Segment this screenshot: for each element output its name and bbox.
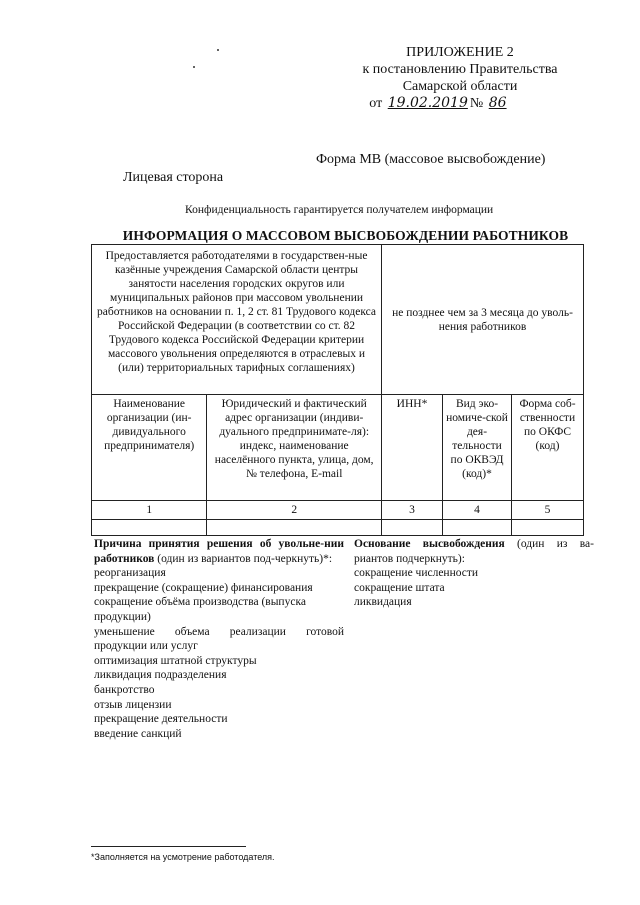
reason-item[interactable]: прекращение деятельности xyxy=(94,713,228,726)
annex-region-line: Самарской области xyxy=(402,79,518,94)
number-prefix: № xyxy=(469,96,484,111)
annex-resolution-line: к постановлению Правительства xyxy=(362,62,558,77)
col-number: 1 xyxy=(92,501,207,520)
face-side-label: Лицевая сторона xyxy=(123,170,224,185)
data-cell-okfs[interactable] xyxy=(512,520,584,536)
basis-item[interactable]: сокращение штата xyxy=(354,581,445,594)
basis-section xyxy=(354,537,594,610)
deadline-text: не позднее чем за 3 месяца до уволь-нения работников xyxy=(392,306,573,333)
col-header-name: Наименование организации (ин-дивидуального предпринимателя) xyxy=(92,395,207,501)
reason-item[interactable]: банкротство xyxy=(94,683,155,696)
handwritten-date: 19.02.2019 xyxy=(387,95,468,111)
col-number: 3 xyxy=(382,501,443,520)
col-number: 2 xyxy=(207,501,382,520)
scan-speck xyxy=(217,49,219,51)
col-header-okved: Вид эко-номиче-ской дея-тельности по ОКВЭД (код)* xyxy=(443,395,512,501)
reason-section xyxy=(94,537,344,741)
submission-rules-text: Предоставляется работодателями в государствен-ные казённые учреждения Самарской области центры занятости населения городских округов или муниципальных районов при массовом увольнении работников на основании п. 1, 2 ст. 81 Трудового кодекса Российской Федерации (в соответствии со ст. 82 Трудового кодекса Российской Федерации критерии массового увольнения определяются в отраслевых и (или) территориальных тарифных соглашениях) xyxy=(96,250,376,374)
data-cell-name[interactable] xyxy=(92,520,207,536)
col-header-inn: ИНН* xyxy=(382,395,443,501)
handwritten-number: 86 xyxy=(488,95,507,111)
reason-item[interactable]: сокращение объёма производства (выпуска продукции) xyxy=(94,596,306,623)
reason-heading-bold: Причина принятия решения об увольне-нии работников xyxy=(94,538,344,565)
data-cell-okved[interactable] xyxy=(443,520,512,536)
deadline-cell xyxy=(382,245,584,395)
reason-heading xyxy=(94,537,344,566)
basis-heading-note: (один из ва-риантов подчеркнуть): xyxy=(354,538,594,565)
basis-heading xyxy=(354,537,594,566)
reason-heading-note: (один из вариантов под-черкнуть)*: xyxy=(154,552,333,565)
footnote-divider xyxy=(91,846,246,847)
reason-item[interactable]: введение санкций xyxy=(94,727,182,740)
form-title: Форма МВ (массовое высвобождение) xyxy=(316,152,546,167)
data-cell-address[interactable] xyxy=(207,520,382,536)
basis-item[interactable]: ликвидация xyxy=(354,596,412,609)
reason-item[interactable]: оптимизация штатной структуры xyxy=(94,654,257,667)
confidentiality-note: Конфиденциальность гарантируется получателем информации xyxy=(185,204,494,216)
col-number: 5 xyxy=(512,501,584,520)
submission-rules-cell xyxy=(92,245,382,395)
col-number: 4 xyxy=(443,501,512,520)
reason-item[interactable]: реорганизация xyxy=(94,567,166,580)
data-cell-inn[interactable] xyxy=(382,520,443,536)
col-header-address: Юридический и фактический адрес организации (индиви-дуального предпринимате-ля): индекс, наименование населённого пункта, улица, дом, № телефона, E-mail xyxy=(207,395,382,501)
annex-date-line xyxy=(330,95,590,112)
date-prefix: от xyxy=(369,96,383,111)
info-table xyxy=(91,244,584,536)
reason-item[interactable]: прекращение (сокращение) финансирования xyxy=(94,581,313,594)
scan-speck xyxy=(193,66,195,68)
annex-header xyxy=(330,44,590,112)
reason-item[interactable]: отзыв лицензии xyxy=(94,698,172,711)
col-header-okfs: Форма соб-ственности по ОКФС (код) xyxy=(512,395,584,501)
reason-item[interactable]: ликвидация подразделения xyxy=(94,669,227,682)
basis-heading-bold: Основание высвобождения xyxy=(354,538,505,550)
basis-item[interactable]: сокращение численности xyxy=(354,567,479,580)
footnote: *Заполняется на усмотрение работодателя. xyxy=(91,852,275,862)
reason-item[interactable]: уменьшение объема реализации готовой продукции или услуг xyxy=(94,625,344,653)
annex-title: ПРИЛОЖЕНИЕ 2 xyxy=(406,45,514,60)
main-title: ИНФОРМАЦИЯ О МАССОВОМ ВЫСВОБОЖДЕНИИ РАБОТНИКОВ xyxy=(122,228,569,243)
